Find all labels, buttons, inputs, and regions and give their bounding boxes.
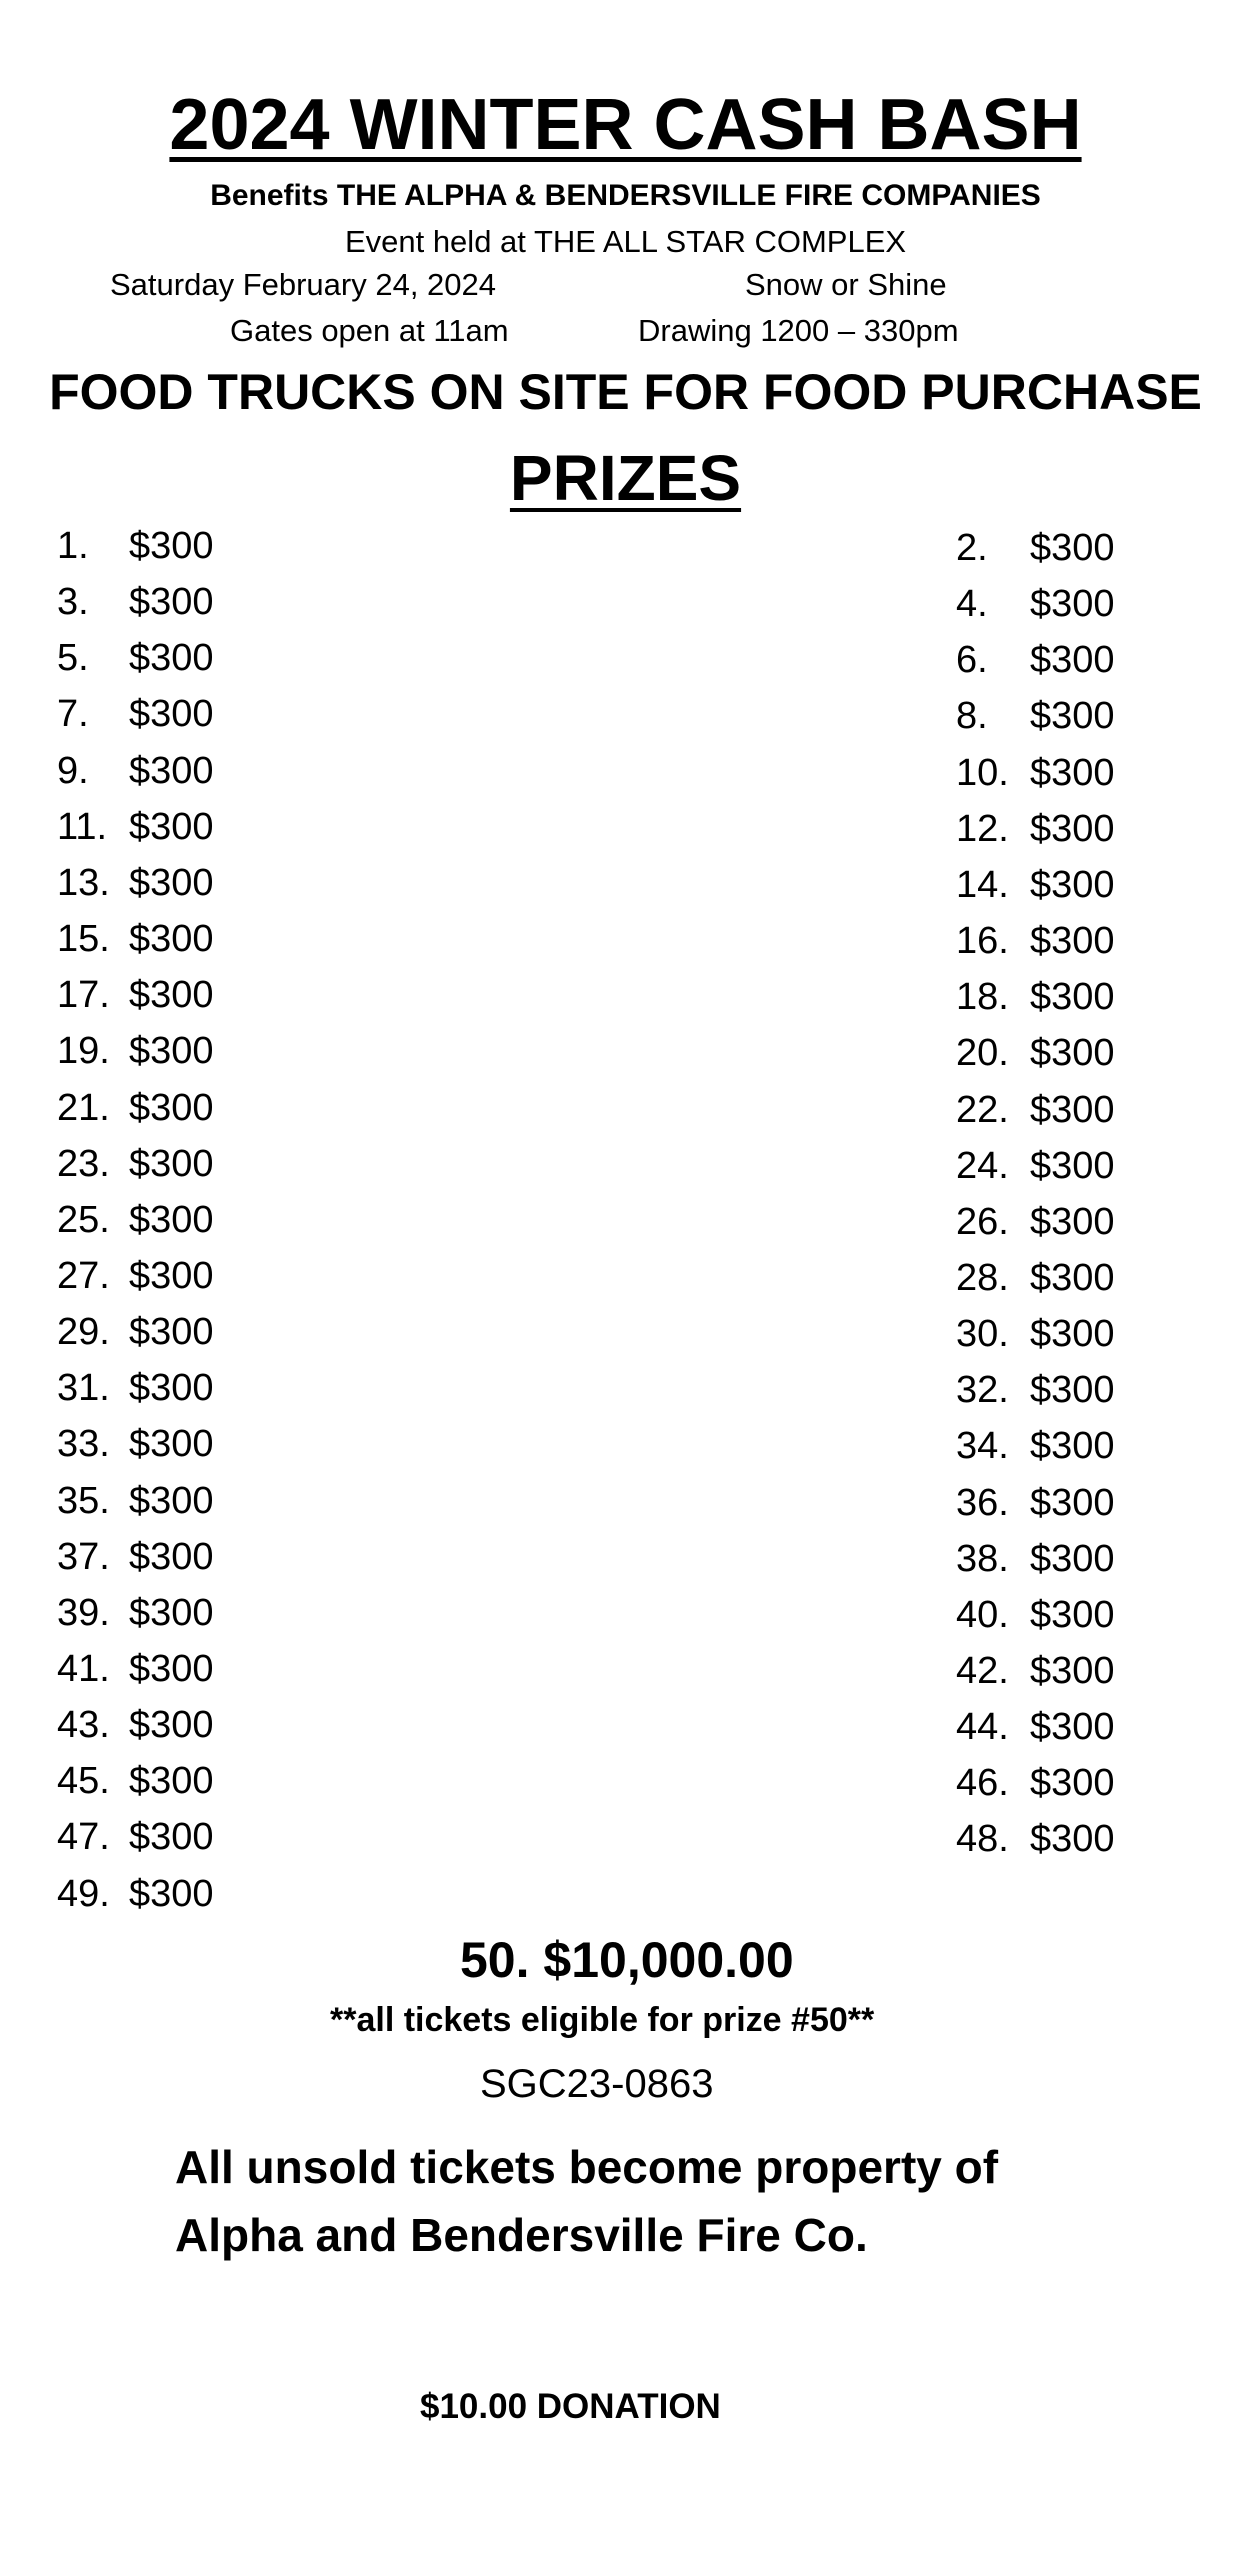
prize-number: 42. — [956, 1650, 1009, 1692]
prize-number: 2. — [956, 527, 988, 569]
prize-item — [956, 1254, 1115, 1302]
prize-amount: $300 — [1030, 1088, 1115, 1131]
venue-line: Event held at THE ALL STAR COMPLEX — [344, 224, 907, 259]
prize-amount: $300 — [1030, 920, 1115, 963]
prize-number: 36. — [956, 1481, 1009, 1524]
prize-item — [956, 973, 1115, 1021]
weather-note: Snow or Shine — [745, 267, 947, 302]
prize-amount: $300 — [129, 1704, 214, 1747]
prize-item — [57, 1589, 214, 1637]
gates-time: Gates open at 11am — [230, 313, 509, 348]
prizes-heading: PRIZES — [509, 442, 742, 514]
prize-amount: $300 — [1030, 1313, 1115, 1356]
prize-amount: $300 — [1030, 527, 1115, 569]
prize-item — [956, 524, 1115, 572]
prize-number: 9. — [57, 749, 89, 792]
prize-amount: $300 — [1030, 1537, 1115, 1580]
prize-number: 27. — [57, 1254, 110, 1297]
prize-amount: $300 — [129, 1872, 214, 1915]
prize-item — [57, 859, 214, 907]
prize-item — [57, 1645, 214, 1693]
prize-amount: $300 — [129, 1816, 214, 1859]
prize-number: 16. — [956, 920, 1009, 963]
prize-item — [956, 692, 1115, 740]
prize-item — [956, 1029, 1115, 1077]
prize-number: 18. — [956, 976, 1009, 1019]
prize-number: 39. — [57, 1591, 110, 1634]
prize-item — [57, 1757, 214, 1805]
unsold-notice-line-1: All unsold tickets become property of — [175, 2141, 999, 2193]
prize-amount: $300 — [129, 581, 214, 624]
prize-amount: $300 — [129, 1479, 214, 1522]
prize-number: 26. — [956, 1200, 1009, 1243]
prize-item — [956, 805, 1115, 853]
prize-number: 5. — [57, 637, 89, 680]
eligibility-note: **all tickets eligible for prize #50** — [330, 2001, 875, 2039]
prize-number: 38. — [956, 1537, 1009, 1580]
prize-amount: $300 — [129, 1198, 214, 1241]
prize-amount: $300 — [129, 1311, 214, 1354]
prize-amount: $300 — [129, 1030, 214, 1073]
prize-item — [57, 915, 214, 963]
prize-number: 24. — [956, 1144, 1009, 1187]
prize-amount: $300 — [1030, 1200, 1115, 1243]
prize-number: 1. — [57, 525, 89, 567]
prize-item — [57, 578, 214, 626]
prize-item — [57, 634, 214, 682]
prize-number: 29. — [57, 1311, 110, 1354]
prize-number: 49. — [57, 1872, 110, 1915]
prize-amount: $300 — [1030, 1762, 1115, 1805]
prize-item — [956, 1198, 1115, 1246]
prize-item — [956, 1815, 1115, 1863]
prize-amount: $300 — [129, 974, 214, 1017]
prize-amount: $300 — [1030, 639, 1115, 682]
prize-amount: $300 — [129, 1254, 214, 1297]
prize-amount: $300 — [1030, 1818, 1115, 1861]
food-trucks-notice: FOOD TRUCKS ON SITE FOR FOOD PURCHASE — [49, 364, 1202, 420]
prize-number: 46. — [956, 1762, 1009, 1805]
prize-number: 45. — [57, 1760, 110, 1803]
prize-amount: $300 — [1030, 751, 1115, 794]
prize-amount: $300 — [129, 1591, 214, 1634]
prize-item — [57, 1870, 214, 1918]
prize-number: 8. — [956, 695, 988, 738]
prize-amount: $300 — [129, 861, 214, 904]
prize-number: 12. — [956, 807, 1009, 850]
prize-amount: $300 — [1030, 1425, 1115, 1468]
prize-amount: $300 — [1030, 976, 1115, 1019]
prize-amount: $300 — [1030, 1369, 1115, 1412]
prize-item — [956, 636, 1115, 684]
prize-amount: $300 — [129, 1648, 214, 1690]
prize-item — [956, 917, 1115, 965]
prize-amount: $300 — [1030, 1593, 1115, 1636]
prize-number: 11. — [57, 805, 108, 848]
prize-amount: $300 — [129, 918, 214, 961]
unsold-notice-line-2: Alpha and Bendersville Fire Co. — [175, 2209, 868, 2261]
event-date: Saturday February 24, 2024 — [110, 267, 497, 302]
prize-item — [956, 1366, 1115, 1414]
prize-amount: $300 — [1030, 1144, 1115, 1187]
prize-number: 43. — [57, 1704, 110, 1747]
prize-number: 37. — [57, 1535, 110, 1578]
prize-item — [57, 1533, 214, 1581]
prize-number: 15. — [57, 918, 110, 961]
prize-amount: $300 — [129, 1760, 214, 1803]
prize-amount: $300 — [129, 1367, 214, 1410]
prize-item — [57, 1252, 214, 1300]
prize-amount: $300 — [129, 749, 214, 792]
prize-number: 28. — [956, 1256, 1009, 1299]
prize-number: 20. — [956, 1032, 1009, 1075]
prize-item — [57, 1813, 214, 1861]
donation-amount: $10.00 DONATION — [420, 2387, 721, 2426]
prize-item — [956, 580, 1115, 628]
license-number: SGC23-0863 — [480, 2062, 714, 2106]
prize-number: 19. — [57, 1030, 110, 1073]
prize-item — [956, 1310, 1115, 1358]
prize-amount: $300 — [129, 1423, 214, 1466]
prize-number: 34. — [956, 1425, 1009, 1468]
prize-item — [57, 1308, 214, 1356]
prize-amount: $300 — [1030, 1481, 1115, 1524]
prize-amount: $300 — [129, 693, 214, 736]
prize-item — [57, 747, 214, 795]
prize-item — [956, 861, 1115, 909]
prize-amount: $300 — [1030, 863, 1115, 906]
prize-item — [57, 1477, 214, 1525]
flyer-title: 2024 WINTER CASH BASH — [169, 85, 1082, 165]
prize-number: 7. — [57, 693, 89, 736]
prize-item — [57, 971, 214, 1019]
prize-number: 23. — [57, 1142, 110, 1185]
prize-amount: $300 — [129, 525, 214, 567]
prize-item — [57, 1364, 214, 1412]
prize-number: 10. — [956, 751, 1009, 794]
prize-number: 33. — [57, 1423, 110, 1466]
prize-number: 35. — [57, 1479, 110, 1522]
drawing-time: Drawing 1200 – 330pm — [638, 313, 959, 348]
prize-item — [57, 1701, 214, 1749]
prize-number: 32. — [956, 1369, 1009, 1412]
prize-number: 44. — [956, 1706, 1009, 1749]
prize-item — [956, 1759, 1115, 1807]
prize-number: 17. — [57, 974, 110, 1017]
prize-item — [956, 749, 1115, 797]
prize-number: 30. — [956, 1313, 1009, 1356]
prize-number: 40. — [956, 1593, 1009, 1636]
prize-item — [956, 1703, 1115, 1751]
prize-number: 14. — [956, 863, 1009, 906]
prize-number: 6. — [956, 639, 988, 682]
prize-item — [57, 1084, 214, 1132]
prize-amount: $300 — [129, 1086, 214, 1129]
prize-amount: $300 — [1030, 1256, 1115, 1299]
prize-item — [57, 1196, 214, 1244]
prize-item — [956, 1647, 1115, 1695]
prize-number: 21. — [57, 1086, 110, 1129]
prize-amount: $300 — [1030, 1706, 1115, 1749]
prize-number: 4. — [956, 583, 988, 626]
prize-item — [57, 522, 214, 570]
prize-item — [956, 1591, 1115, 1639]
prize-item — [57, 1420, 214, 1468]
prize-number: 25. — [57, 1198, 110, 1241]
prize-amount: $300 — [129, 1142, 214, 1185]
prize-number: 48. — [956, 1818, 1009, 1861]
prize-item — [57, 1027, 214, 1075]
prize-item — [956, 1142, 1115, 1190]
prize-amount: $300 — [1030, 807, 1115, 850]
prize-item — [57, 1140, 214, 1188]
prize-amount: $300 — [1030, 1032, 1115, 1075]
prize-number: 31. — [57, 1367, 110, 1410]
prize-item — [956, 1086, 1115, 1134]
benefits-line: Benefits THE ALPHA & BENDERSVILLE FIRE COMPANIES — [210, 179, 1041, 212]
prize-amount: $300 — [129, 805, 214, 848]
prize-number: 3. — [57, 581, 89, 624]
prize-number: 47. — [57, 1816, 110, 1859]
grand-prize: 50. $10,000.00 — [460, 1932, 794, 1988]
prize-number: 41. — [57, 1648, 110, 1690]
prize-item — [956, 1422, 1115, 1470]
prize-item — [956, 1535, 1115, 1583]
prize-amount: $300 — [1030, 695, 1115, 738]
prize-number: 22. — [956, 1088, 1009, 1131]
prize-amount: $300 — [1030, 1650, 1115, 1692]
prize-item — [57, 690, 214, 738]
prize-item — [57, 803, 214, 851]
prize-item — [956, 1479, 1115, 1527]
prize-amount: $300 — [1030, 583, 1115, 626]
prize-amount: $300 — [129, 637, 214, 680]
prize-number: 13. — [57, 861, 110, 904]
prize-amount: $300 — [129, 1535, 214, 1578]
